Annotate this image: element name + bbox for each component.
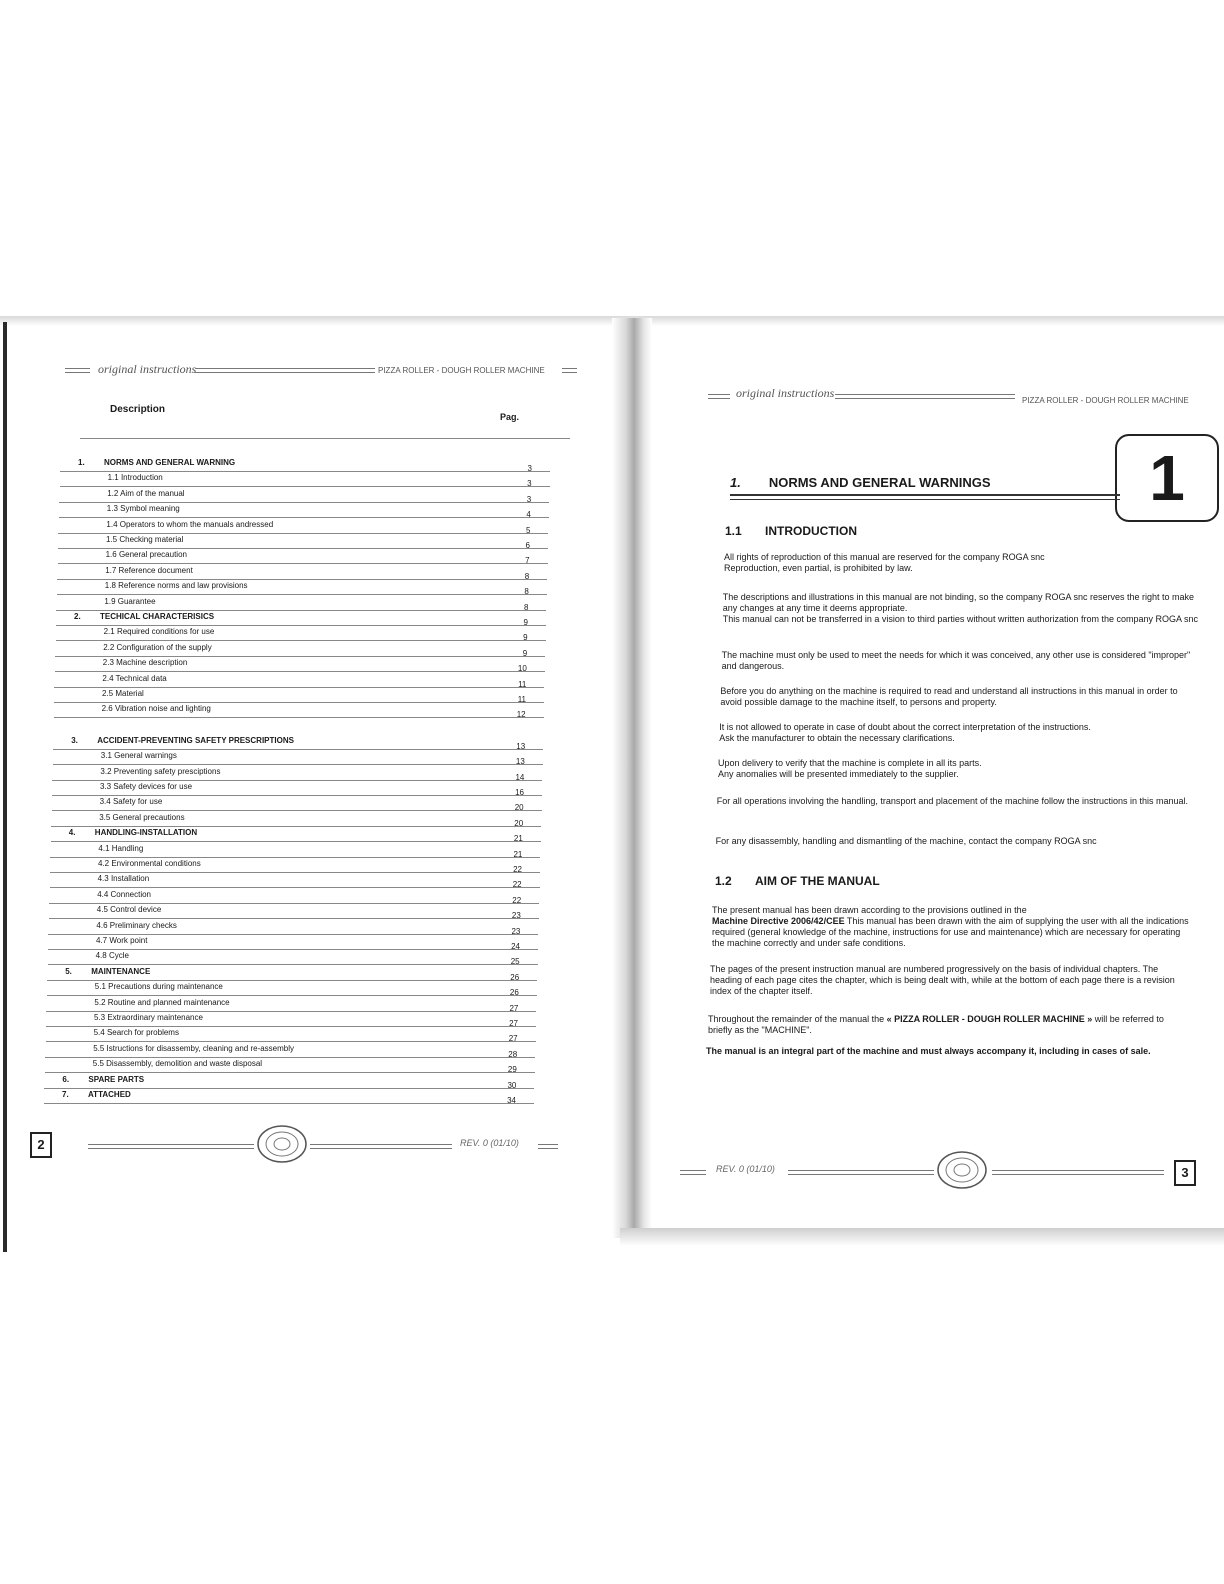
toc-label: 5.1 Precautions during maintenance — [94, 982, 223, 992]
toc-row — [48, 934, 538, 950]
toc-row — [52, 795, 542, 811]
toc-label: 1.9 Guarantee — [104, 596, 156, 606]
toc-label: HANDLING-INSTALLATION — [94, 828, 198, 838]
toc-page: 29 — [507, 1065, 517, 1075]
header-rule — [835, 394, 1015, 399]
toc-page: 16 — [515, 788, 524, 797]
section-title-introduction: 1.1 INTRODUCTION — [725, 524, 857, 538]
toc-page: 11 — [518, 679, 527, 689]
toc-page: 24 — [511, 942, 520, 951]
toc-page: 26 — [509, 988, 519, 998]
toc-label: 2.3 Machine description — [102, 658, 188, 668]
toc-label: NORMS AND GENERAL WARNING — [104, 458, 236, 467]
toc-row — [56, 625, 546, 641]
toc-page: 9 — [523, 633, 528, 643]
header-right: PIZZA ROLLER - DOUGH ROLLER MACHINE — [1022, 396, 1189, 405]
toc-page-column-label: Pag. — [500, 412, 520, 422]
toc-row — [46, 996, 536, 1012]
toc-row — [55, 656, 545, 672]
toc-row — [47, 965, 537, 981]
toc-page: 6 — [525, 541, 530, 550]
toc-label: 2.1 Required conditions for use — [103, 627, 215, 637]
introduction-paragraph: The descriptions and illustrations in this manual are not binding, so the company ROGA snc reserves the right to make any changes at any time it deems appropriate. This manual can not be transferred in a vision to third parties without written authorization from the company ROGA snc — [722, 592, 1199, 624]
toc-label: 4.1 Handling — [98, 843, 144, 853]
toc-row — [54, 687, 544, 703]
toc-label: 4.4 Connection — [97, 889, 152, 899]
toc-label: 2.2 Configuration of the supply — [103, 642, 212, 652]
introduction-paragraph: All rights of reproduction of this manual are reserved for the company ROGA snc Reproduction, even partial, is prohibited by law. — [724, 552, 1045, 573]
toc-page: 11 — [517, 695, 526, 704]
footer-revision: REV. 0 (01/10) — [460, 1138, 519, 1148]
toc-row — [58, 548, 548, 564]
toc-label: 4.8 Cycle — [95, 951, 129, 961]
toc-page: 28 — [508, 1049, 518, 1059]
introduction-paragraph: It is not allowed to operate in case of doubt about the correct interpretation of the instructions. Ask the manufacturer to obtain the necessary clarifications. — [719, 722, 1091, 743]
scan-shadow-bottom — [620, 1228, 1224, 1246]
toc-row — [59, 502, 549, 518]
toc-number: 4. — [68, 828, 76, 838]
toc-page: 8 — [524, 587, 529, 597]
toc-number: 2. — [74, 612, 81, 621]
toc-row — [50, 872, 540, 888]
toc-label: 5.3 Extraordinary maintenance — [94, 1013, 203, 1022]
toc-page: 27 — [509, 1019, 518, 1028]
introduction-paragraph: For any disassembly, handling and dismantling of the machine, contact the company ROGA snc — [715, 836, 1097, 846]
introduction-paragraph: Before you do anything on the machine is required to read and understand all instructions in this manual in order to avoid possible damage to the machine itself, to persons and property. — [720, 686, 1178, 707]
toc-label: 5.5 Disassembly, demolition and waste disposal — [92, 1059, 263, 1069]
toc-row — [53, 749, 543, 765]
toc-label: 1.1 Introduction — [107, 473, 163, 483]
toc-number: 3. — [71, 735, 78, 745]
introduction-paragraph: For all operations involving the handling, transport and placement of the machine follow the instructions in this manual. — [716, 796, 1189, 806]
toc-row — [56, 595, 546, 611]
toc-label: 3.5 General precautions — [99, 812, 185, 822]
left-page-toc — [20, 330, 610, 1230]
toc-row — [51, 811, 541, 827]
toc-label: 2.6 Vibration noise and lighting — [101, 704, 211, 714]
page-number: 3 — [1174, 1160, 1196, 1186]
toc-label: 3.1 General warnings — [100, 751, 177, 761]
toc-row — [58, 518, 548, 534]
toc-label: 1.8 Reference norms and law provisions — [104, 581, 248, 591]
toc-row — [53, 734, 543, 750]
toc-row — [52, 765, 542, 781]
toc-page: 22 — [512, 880, 522, 890]
toc-row — [49, 888, 539, 904]
book-spine — [612, 318, 652, 1238]
toc-row — [54, 672, 544, 688]
toc-page: 7 — [525, 556, 530, 566]
header-left: original instructions — [98, 362, 197, 376]
toc-label: ATTACHED — [88, 1090, 131, 1099]
header-right: PIZZA ROLLER - DOUGH ROLLER MACHINE — [378, 366, 545, 375]
toc-row — [45, 1057, 535, 1073]
toc-number: 7. — [62, 1090, 69, 1099]
toc-page: 20 — [514, 818, 524, 828]
toc-page: 3 — [527, 479, 532, 489]
footer-revision: REV. 0 (01/10) — [716, 1164, 775, 1174]
toc-page: 22 — [512, 895, 522, 905]
toc-label: 1.6 General precaution — [105, 550, 187, 560]
toc-page: 22 — [513, 865, 522, 874]
toc-label: 1.3 Symbol meaning — [106, 504, 180, 514]
introduction-paragraph: Upon delivery to verify that the machine is complete in all its parts. Any anomalies will be presented immediately to the supplier. — [718, 758, 982, 779]
toc-page: 12 — [516, 710, 526, 720]
toc-row — [44, 1073, 534, 1089]
toc-label: 5.5 Istructions for disassemby, cleaning and re-assembly — [93, 1043, 295, 1053]
toc-label: 4.2 Environmental conditions — [98, 859, 201, 868]
header-rule — [195, 368, 375, 373]
toc-page: 9 — [523, 618, 528, 627]
scan-edge-left — [3, 322, 7, 1252]
toc-row — [48, 949, 538, 965]
toc-label: 1.2 Aim of the manual — [107, 488, 185, 498]
toc-row — [57, 579, 547, 595]
toc-label: 4.3 Installation — [97, 874, 150, 884]
toc-row — [45, 1042, 535, 1058]
toc-page: 20 — [514, 803, 524, 813]
toc-label: 1.4 Operators to whom the manuals andressed — [106, 519, 274, 529]
toc-label: 2.5 Material — [102, 689, 144, 698]
toc-row — [60, 456, 550, 472]
toc-page: 8 — [523, 602, 529, 612]
toc-page: 21 — [513, 834, 523, 844]
roga-logo-icon — [256, 1124, 308, 1164]
aim-paragraph: The present manual has been drawn according to the provisions outlined in the Machine Directive 2006/42/CEE This manual has been drawn with the aim of supplying the user with all the indications required (general knowledge of the machine, instructions for use and maintenance) which are necessary for operating the machine correctly and under safe conditions. — [712, 905, 1189, 948]
toc-label: 3.2 Preventing safety presciptions — [100, 766, 221, 776]
toc-page: 13 — [515, 757, 525, 767]
footer-rule — [310, 1144, 452, 1149]
chapter-number-tab: 1 — [1115, 434, 1219, 522]
toc-label: 4.7 Work point — [96, 936, 148, 945]
toc-row — [44, 1088, 534, 1104]
toc-page: 3 — [527, 464, 532, 473]
toc-row — [46, 1026, 536, 1042]
toc-title: Description — [110, 404, 166, 415]
toc-row — [48, 919, 538, 935]
toc-row — [58, 533, 548, 549]
toc-label: 3.3 Safety devices for use — [100, 782, 193, 791]
toc-page: 23 — [511, 926, 521, 936]
toc-page: 30 — [507, 1080, 517, 1090]
toc-row — [56, 610, 546, 626]
toc-page: 27 — [508, 1034, 518, 1044]
toc-page: 14 — [515, 772, 525, 782]
toc-row — [52, 780, 542, 796]
toc-page: 26 — [510, 972, 520, 982]
toc-label: SPARE PARTS — [88, 1074, 145, 1084]
toc-rule — [80, 438, 570, 439]
chapter-title-rule — [730, 494, 1120, 500]
toc-number: 5. — [65, 966, 72, 976]
toc-row — [60, 471, 550, 487]
aim-paragraph-emphasis: The manual is an integral part of the machine and must always accompany it, including in cases of sale. — [706, 1046, 1151, 1056]
toc-row — [50, 857, 540, 873]
footer-rule — [88, 1144, 254, 1149]
toc-page: 5 — [525, 525, 531, 535]
header-rule — [708, 394, 730, 399]
page-number: 2 — [30, 1132, 52, 1158]
toc-label: 2.4 Technical data — [102, 673, 167, 683]
toc-number: 6. — [62, 1074, 70, 1084]
toc-page: 34 — [507, 1096, 516, 1105]
toc-row — [49, 903, 539, 919]
footer-rule — [788, 1170, 934, 1175]
toc-label: TECHICAL CHARACTERISICS — [100, 612, 215, 621]
aim-paragraph: The pages of the present instruction manual are numbered progressively on the basis of individual chapters. The heading of each page cites the chapter, which is being dealt with, while at the bottom of each page there is a revision index of the chapter itself. — [710, 964, 1175, 996]
toc-label: 5.2 Routine and planned maintenance — [94, 997, 230, 1007]
header-rule — [562, 368, 577, 373]
toc-label: ACCIDENT-PREVENTING SAFETY PRESCRIPTIONS — [97, 735, 294, 745]
toc-label: 4.5 Control device — [96, 905, 162, 915]
toc-label: 1.5 Checking material — [106, 535, 184, 544]
footer-rule — [538, 1144, 558, 1149]
footer-rule — [680, 1170, 706, 1175]
section-title-aim: 1.2 AIM OF THE MANUAL — [715, 874, 880, 888]
toc-label: 3.4 Safety for use — [99, 797, 163, 807]
toc-row — [55, 641, 545, 657]
toc-row — [59, 487, 549, 503]
toc-page: 8 — [524, 571, 530, 581]
toc-row — [50, 842, 540, 858]
toc-page: 3 — [526, 494, 532, 504]
toc-page: 4 — [526, 510, 531, 520]
toc-row — [57, 564, 547, 580]
chapter-title: 1. NORMS AND GENERAL WARNINGS — [730, 475, 991, 490]
toc-page: 10 — [517, 664, 527, 674]
toc-label: 4.6 Preliminary checks — [96, 920, 177, 930]
toc-row — [51, 826, 541, 842]
toc-page: 13 — [516, 741, 526, 751]
toc-row — [46, 1011, 536, 1027]
toc-label: MAINTENANCE — [91, 966, 151, 976]
toc-page: 21 — [513, 849, 523, 859]
toc-page: 25 — [510, 957, 520, 967]
toc-label: 1.7 Reference document — [105, 565, 193, 575]
aim-paragraph: Throughout the remainder of the manual the « PIZZA ROLLER - DOUGH ROLLER MACHINE » will be referred to briefly as the "MACHINE". — [708, 1014, 1164, 1035]
toc-page: 9 — [522, 648, 528, 658]
toc-row — [54, 702, 544, 718]
toc-row — [47, 980, 537, 996]
right-page-chapter-1 — [660, 330, 1220, 1230]
toc-label: 5.4 Search for problems — [93, 1028, 179, 1038]
introduction-paragraph: The machine must only be used to meet the needs for which it was conceived, any other use is considered "improper" and dangerous. — [721, 650, 1191, 671]
header-left: original instructions — [736, 386, 835, 400]
header-rule — [65, 368, 90, 373]
toc-page: 23 — [511, 911, 521, 921]
toc-page: 27 — [509, 1003, 519, 1013]
footer-rule — [992, 1170, 1164, 1175]
toc-number: 1. — [78, 458, 85, 467]
roga-logo-icon — [936, 1150, 988, 1190]
